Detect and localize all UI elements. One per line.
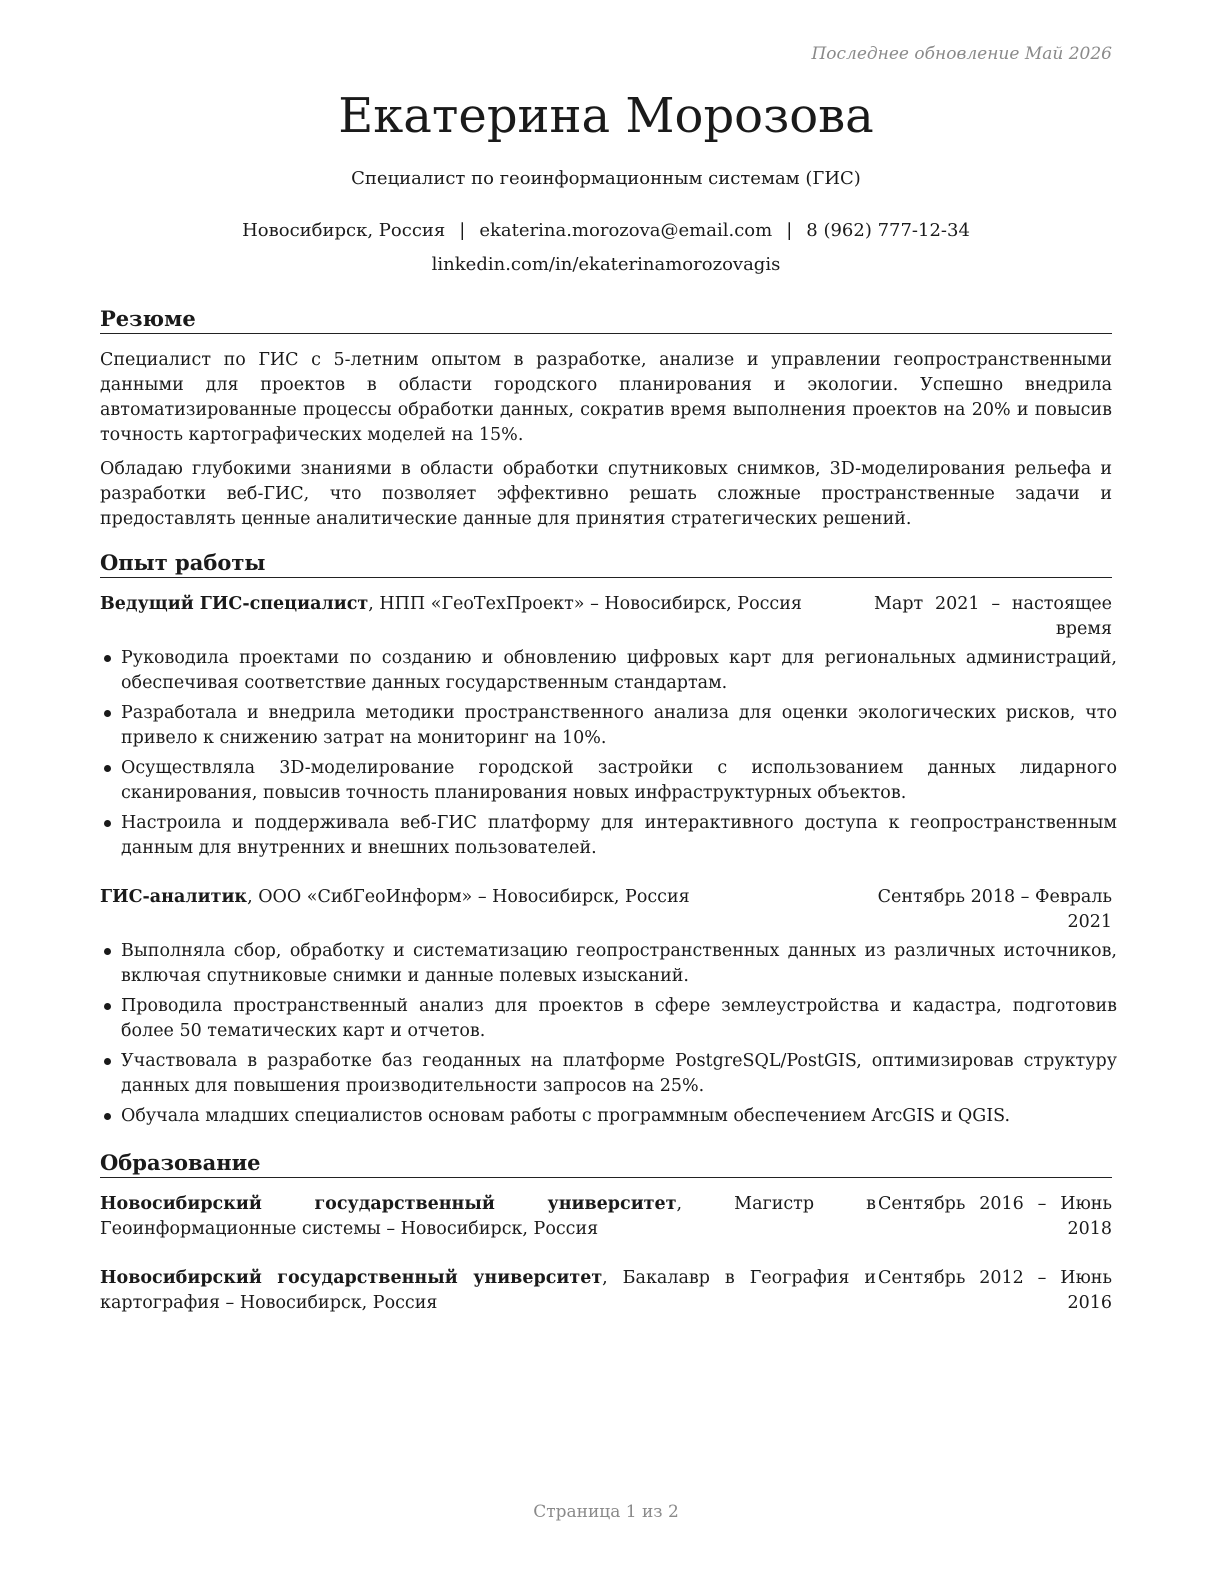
- summary-paragraph: Специалист по ГИС с 5-летним опытом в разработке, анализе и управлении геопространственными данными для проектов в области городского планирования и экологии. Успешно внедрила автоматизированные процессы обработки данных, сократив время выполнения проектов на 20% и повысив точность картографических моделей на 15%.: [100, 350, 1112, 445]
- job-dates-line: Март 2021 – настоящее: [874, 594, 1112, 614]
- degree-info: , Магистр в Геоинформационные системы – Новосибирск, Россия: [100, 1194, 876, 1239]
- education-title-line: [100, 1192, 876, 1242]
- job-dates-line: 2021: [1067, 912, 1112, 932]
- list-item: Осуществляла 3D-моделирование городской застройки с использованием данных лидарного сканирования, повысив точность планирования новых инфраструктурных объектов.: [100, 756, 1117, 806]
- degree-info: , Бакалавр в География и картография – Новосибирск, Россия: [100, 1268, 876, 1313]
- list-item: Разработала и внедрила методики пространственного анализа для оценки экологических рисков, что привело к снижению затрат на мониторинг на 10%.: [100, 701, 1117, 751]
- education-title-line: [100, 1266, 876, 1316]
- location: Новосибирск, Россия: [242, 220, 446, 241]
- last-updated-note: Последнее обновление Май 2026: [811, 44, 1112, 64]
- job-title-line: [100, 592, 802, 617]
- bullet-icon: [104, 1003, 111, 1010]
- education-dates-line: 2016: [1067, 1293, 1112, 1313]
- job-dates: [874, 885, 1112, 935]
- phone-number: 8 (962) 777-12-34: [806, 220, 970, 241]
- education-dates: [878, 1192, 1112, 1242]
- list-item: Проводила пространственный анализ для проектов в сфере землеустройства и кадастра, подготовив более 50 тематических карт и отчетов.: [100, 994, 1117, 1044]
- job-position: ГИС-аналитик: [100, 887, 248, 907]
- list-item: Участвовала в разработке баз геоданных на платформе PostgreSQL/PostGIS, оптимизировав структуру данных для повышения производительности запросов на 25%.: [100, 1049, 1117, 1099]
- section-heading-education: Образование: [100, 1150, 1112, 1178]
- bullet-icon: [104, 1058, 111, 1065]
- education-dates: [878, 1266, 1112, 1316]
- bullet-icon: [104, 948, 111, 955]
- bullet-icon: [104, 820, 111, 827]
- list-item: Настроила и поддерживала веб-ГИС платформу для интерактивного доступа к геопространственным данным для внутренних и внешних пользователей.: [100, 811, 1117, 861]
- job-dates-line: Сентябрь 2018 – Февраль: [877, 887, 1112, 907]
- bullet-icon: [104, 1113, 111, 1120]
- job-company: , ООО «СибГеоИнформ» – Новосибирск, Россия: [247, 887, 690, 907]
- bullet-icon: [104, 655, 111, 662]
- education-dates-line: Сентябрь 2012 – Июнь: [878, 1268, 1112, 1288]
- job-title-line: [100, 885, 690, 910]
- email-link[interactable]: ekaterina.morozova@email.com: [479, 220, 773, 241]
- institution-name: Новосибирский государственный университет: [100, 1194, 677, 1214]
- list-item: Руководила проектами по созданию и обновлению цифровых карт для региональных администраций, обеспечивая соответствие данных государственным стандартам.: [100, 646, 1117, 696]
- education-dates-line: 2018: [1067, 1219, 1112, 1239]
- job-company: , НПП «ГеоТехПроект» – Новосибирск, Россия: [368, 594, 802, 614]
- candidate-name: Екатерина Морозова: [338, 88, 874, 144]
- bullet-icon: [104, 765, 111, 772]
- separator: |: [459, 220, 466, 241]
- section-heading-summary: Резюме: [100, 306, 1112, 334]
- contact-line: [100, 220, 1112, 241]
- separator: |: [786, 220, 793, 241]
- page-number: Страница 1 из 2: [533, 1502, 679, 1522]
- bullet-icon: [104, 710, 111, 717]
- job-title: Специалист по геоинформационным системам (ГИС): [351, 168, 861, 189]
- education-dates-line: Сентябрь 2016 – Июнь: [878, 1194, 1112, 1214]
- list-item: Обучала младших специалистов основам работы с программным обеспечением ArcGIS и QGIS.: [100, 1104, 1117, 1129]
- job-bullet-list: [100, 939, 1117, 1134]
- resume-page: [100, 0, 1117, 1584]
- job-bullet-list: [100, 646, 1117, 866]
- institution-name: Новосибирский государственный университет: [100, 1268, 603, 1288]
- list-item: Выполняла сбор, обработку и систематизацию геопространственных данных из различных источников, включая спутниковые снимки и данные полевых изысканий.: [100, 939, 1117, 989]
- job-dates: [874, 592, 1112, 642]
- section-heading-experience: Опыт работы: [100, 550, 1112, 578]
- linkedin-link[interactable]: linkedin.com/in/ekaterinamorozovagis: [431, 254, 781, 275]
- summary-paragraph: Обладаю глубокими знаниями в области обработки спутниковых снимков, 3D-моделирования рельефа и разработки веб-ГИС, что позволяет эффективно решать сложные пространственные задачи и предоставлять ценные аналитические данные для принятия стратегических решений.: [100, 459, 1112, 529]
- job-position: Ведущий ГИС-специалист: [100, 594, 369, 614]
- job-dates-line: время: [1055, 619, 1112, 639]
